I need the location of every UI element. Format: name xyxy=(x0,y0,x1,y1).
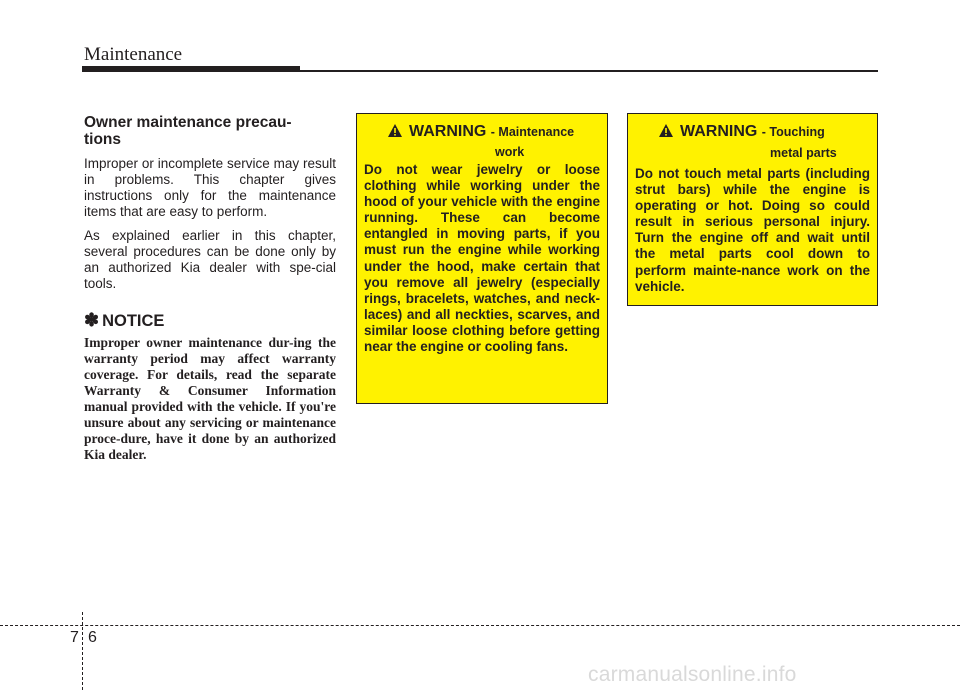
warning-triangle-icon xyxy=(388,124,402,137)
warning-body: Do not wear jewelry or loose clothing while working under the hood of your vehicle with the engine running. These can become entangled in moving parts, if you must run the engine while working under the hood, make certain that you remove all jewelry (especially rings, bracelets, watches, and neck-laces) and all neckties, scarves, and similar loose clothing before getting near the engine or cooling fans. xyxy=(364,162,600,355)
warning-word: WARNING - Maintenance xyxy=(409,123,575,140)
warning-header xyxy=(357,114,607,162)
page-chapter-number: 7 xyxy=(70,629,79,646)
section-title: Owner maintenance precau- tions xyxy=(84,114,292,148)
notice-star-icon: ✽ xyxy=(84,310,100,330)
warning-subtitle-1: - Touching xyxy=(761,125,825,139)
footer-dashed-rule xyxy=(0,625,960,626)
left-column xyxy=(84,114,336,463)
notice-title: NOTICE xyxy=(102,312,165,330)
warning-subtitle-2: work xyxy=(495,145,525,159)
page-header-title: Maintenance xyxy=(84,44,183,65)
page-number: 6 xyxy=(88,629,97,646)
notice-heading xyxy=(84,310,336,331)
warning-subtitle-1: - Maintenance xyxy=(490,125,575,139)
procedures-paragraph: As explained earlier in this chapter, several procedures can be done only by an authorized Kia dealer with spe-cial tools. xyxy=(84,228,336,291)
warning-box-touching-metal-parts xyxy=(627,113,878,306)
warning-box-maintenance-work xyxy=(356,113,608,404)
header-rule-thick xyxy=(82,66,300,72)
warning-triangle-icon xyxy=(659,124,673,137)
warning-subtitle-2: metal parts xyxy=(770,146,837,160)
footer-dashed-vertical-rule xyxy=(82,612,83,690)
warning-body: Do not touch metal parts (including strut bars) while the engine is operating or hot. Doing so could result in serious personal injury. Turn the engine off and wait until the metal parts cool down to perform mainte-nance work on the vehicle. xyxy=(635,166,870,294)
header-rule-thin xyxy=(300,70,878,72)
watermark-text: carmanualsonline.info xyxy=(588,663,797,686)
notice-text: Improper owner maintenance dur-ing the warranty period may affect warranty coverage. For details, read the separate Warranty & Consumer Information manual provided with the vehicle. If you're unsure about any servicing or maintenance proce-dure, have it done by an authorized Kia dealer. xyxy=(84,335,336,462)
warning-word: WARNING - Touching xyxy=(680,123,825,140)
intro-paragraph: Improper or incomplete service may result in problems. This chapter gives instructions only for the maintenance items that are easy to perform. xyxy=(84,156,336,219)
warning-header xyxy=(628,114,877,162)
